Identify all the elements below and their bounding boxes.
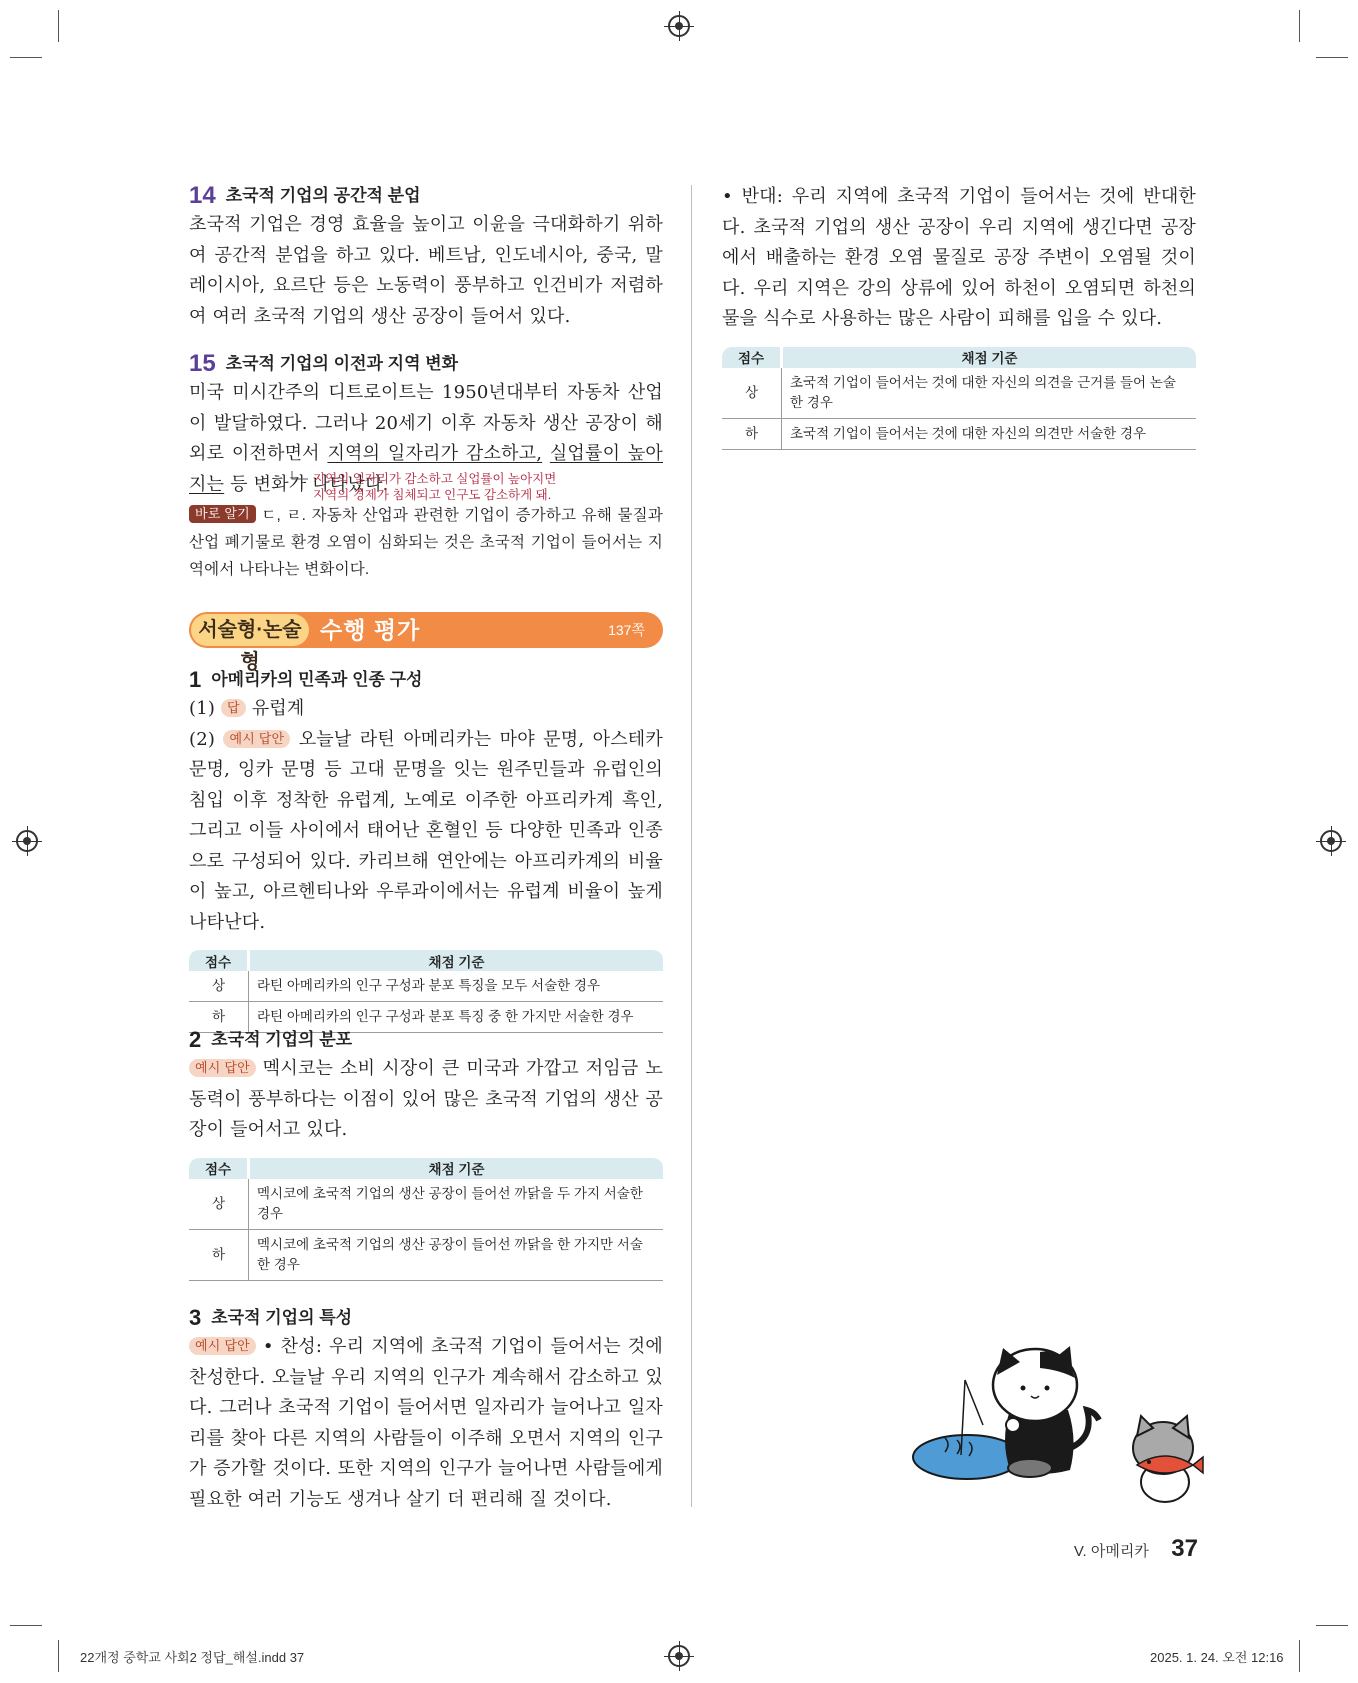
question-heading	[189, 350, 663, 378]
answer-line	[189, 694, 663, 725]
question-title: 초국적 기업의 분포	[211, 1030, 353, 1049]
score-level: 하	[722, 418, 782, 449]
sub-label: (2)	[189, 728, 216, 750]
question-number: 14	[189, 182, 216, 209]
oppose-paragraph: • 반대: 우리 지역에 초국적 기업이 들어서는 것에 반대한다. 초국적 기업의 생산 공장이 우리 지역에 생긴다면 공장에서 배출하는 환경 오염 물질로 공장 주변이 오염될 것이다. 우리 지역은 강의 상류에 있어 하천이 오염되면 하천의 물을 식수로 사용하는 많은 사람이 피해를 입을 수 있다.	[722, 186, 1196, 329]
question-heading	[189, 1304, 663, 1332]
page-footer	[1074, 1535, 1198, 1563]
example-answer-badge: 예시 답안	[189, 1337, 256, 1355]
registration-mark-icon	[668, 1645, 690, 1667]
score-level: 상	[722, 368, 782, 419]
score-header: 점수	[722, 347, 782, 368]
answer-badge: 답	[221, 699, 246, 717]
scoring-table	[722, 347, 1196, 450]
criteria-text: 초국적 기업이 들어서는 것에 대한 자신의 의견을 근거를 들어 논술한 경우	[782, 368, 1197, 419]
text-segment	[542, 443, 550, 464]
question-number: 2	[189, 1027, 202, 1052]
crop-mark	[10, 57, 42, 58]
answer-3	[189, 1304, 663, 1515]
banner-page-ref: 137쪽	[608, 622, 645, 638]
criteria-text: 라틴 아메리카의 인구 구성과 분포 특징을 모두 서술한 경우	[249, 971, 664, 1002]
registration-mark-icon	[16, 830, 38, 852]
example-answer-badge: 예시 답안	[223, 730, 290, 748]
question-title: 초국적 기업의 공간적 분업	[225, 186, 421, 205]
question-15	[189, 350, 663, 583]
question-heading	[189, 666, 663, 694]
crop-mark	[58, 10, 59, 42]
check-explanation	[189, 502, 663, 583]
crop-mark	[10, 1625, 42, 1626]
question-number: 3	[189, 1305, 202, 1330]
print-slug-file: 22개정 중학교 사회2 정답_해설.indd 37	[80, 1650, 305, 1665]
banner-tag: 서술형·논술형	[191, 614, 309, 646]
table-row	[722, 368, 1196, 419]
criteria-text: 멕시코에 초국적 기업의 생산 공장이 들어선 까닭을 두 가지 서술한 경우	[249, 1179, 664, 1230]
score-level: 하	[189, 1229, 249, 1280]
crop-mark	[1299, 1640, 1300, 1672]
underlined-phrase: 실업률이 높아지는	[189, 443, 664, 495]
answer-text: 오늘날 라틴 아메리카는 마야 문명, 아스테카 문명, 잉카 문명 등 고대 문명을 잇는 원주민들과 유럽인의 침입 이후 정착한 유럽계, 노예로 이주한 아프리카계 흑인, 그리고 이들 사이에서 태어난 혼혈인 등 다양한 민족과 인종으로 구성되어 있다. 카리브해 연안에는 아프리카계의 비율이 높고, 아르헨티나와 우루과이에서는 유럽계 비율이 높게 나타난다.	[189, 728, 663, 933]
score-level: 하	[189, 1002, 249, 1033]
registration-mark-icon	[1320, 830, 1342, 852]
question-number: 1	[189, 667, 202, 692]
page-number: 37	[1171, 1535, 1198, 1562]
text-segment: 미국 미시간주의 디트로이트는 1950년대부터 자동차 산업이 발달하였다. 그러나 20세기 이후 자동차 생산 공장이 해외로 이전하면서	[189, 382, 663, 464]
check-text: ㄷ, ㄹ. 자동차 산업과 관련한 기업이 증가하고 유해 물질과 산업 폐기물로 환경 오염이 심화되는 것은 초국적 기업이 들어서는 지역에서 나타나는 변화이다.	[189, 507, 663, 578]
answer-paragraph	[189, 1054, 663, 1146]
note-pointer-icon	[291, 471, 309, 481]
note-line: 지역의 경제가 침체되고 인구도 감소하게 돼.	[313, 488, 552, 502]
answer-text: • 찬성: 우리 지역에 초국적 기업이 들어서는 것에 찬성한다. 오늘날 우리 지역의 인구가 계속해서 감소하고 있다. 그러나 초국적 기업이 들어서면 일자리가 늘어나고 일자리를 찾아 다른 지역의 사람들이 이주해 오면서 지역의 인구가 증가할 것이다. 또한 지역의 인구가 늘어나면 사람들에게 필요한 여러 기능도 생겨나 살기 더 편리해 질 것이다.	[189, 1336, 663, 1510]
table-row	[189, 1229, 663, 1280]
question-heading	[189, 1026, 663, 1054]
example-answer-badge: 예시 답안	[189, 1059, 256, 1077]
registration-mark-icon	[668, 15, 690, 37]
crop-mark	[58, 1640, 59, 1672]
check-badge: 바로 알기	[189, 505, 256, 523]
explanation-text: 초국적 기업은 경영 효율을 높이고 이윤을 극대화하기 위하여 공간적 분업을 하고 있다. 베트남, 인도네시아, 중국, 말레이시아, 요르단 등은 노동력이 풍부하고 인건비가 저렴하여 여러 초국적 기업의 생산 공장이 들어서 있다.	[189, 214, 663, 327]
question-title: 아메리카의 민족과 인종 구성	[211, 670, 423, 689]
underlined-phrase: 지역의 일자리가 감소하고,	[327, 443, 543, 464]
answer-2	[189, 1026, 663, 1281]
score-level: 상	[189, 1179, 249, 1230]
criteria-header: 채점 기준	[249, 950, 664, 971]
answer-paragraph	[189, 1332, 663, 1515]
score-header: 점수	[189, 1158, 249, 1179]
cat-fishing-illustration	[905, 1340, 1205, 1515]
table-row	[189, 971, 663, 1002]
criteria-header: 채점 기준	[249, 1158, 664, 1179]
criteria-text: 멕시코에 초국적 기업의 생산 공장이 들어선 까닭을 한 가지만 서술한 경우	[249, 1229, 664, 1280]
question-title: 초국적 기업의 특성	[211, 1308, 353, 1327]
crop-mark	[1299, 10, 1300, 42]
score-header: 점수	[189, 950, 249, 971]
text-segment: 등 변화가 나타났다.	[224, 473, 389, 495]
question-14	[189, 182, 663, 332]
criteria-header: 채점 기준	[782, 347, 1197, 368]
crop-mark	[1316, 57, 1348, 58]
section-label: V. 아메리카	[1073, 1543, 1149, 1560]
table-row	[722, 418, 1196, 449]
right-column	[722, 182, 1196, 450]
question-title: 초국적 기업의 이전과 지역 변화	[225, 354, 459, 373]
note-line: 지역의 일자리가 감소하고 실업률이 높아지면	[313, 472, 557, 486]
answer-1	[189, 666, 663, 1033]
answer-text: 유럽계	[251, 698, 305, 719]
section-banner	[189, 612, 663, 673]
banner-title: 수행 평가	[320, 617, 421, 643]
criteria-text: 초국적 기업이 들어서는 것에 대한 자신의 의견만 서술한 경우	[782, 418, 1197, 449]
scoring-table	[189, 1158, 663, 1281]
answer-text: 멕시코는 소비 시장이 큰 미국과 가깝고 저임금 노동력이 풍부하다는 이점이 있어 많은 초국적 기업의 생산 공장이 들어서고 있다.	[189, 1058, 663, 1140]
margin-note	[291, 471, 556, 503]
print-slug-date: 2025. 1. 24. 오전 12:16	[1150, 1650, 1284, 1665]
table-row	[189, 1179, 663, 1230]
column-divider	[691, 185, 692, 1507]
criteria-text: 라틴 아메리카의 인구 구성과 분포 특징 중 한 가지만 서술한 경우	[249, 1002, 664, 1033]
scoring-table	[189, 950, 663, 1033]
crop-mark	[1316, 1625, 1348, 1626]
score-level: 상	[189, 971, 249, 1002]
question-number: 15	[189, 350, 216, 377]
sub-label: (1)	[189, 698, 216, 719]
answer-paragraph	[189, 725, 663, 939]
question-heading	[189, 182, 663, 210]
